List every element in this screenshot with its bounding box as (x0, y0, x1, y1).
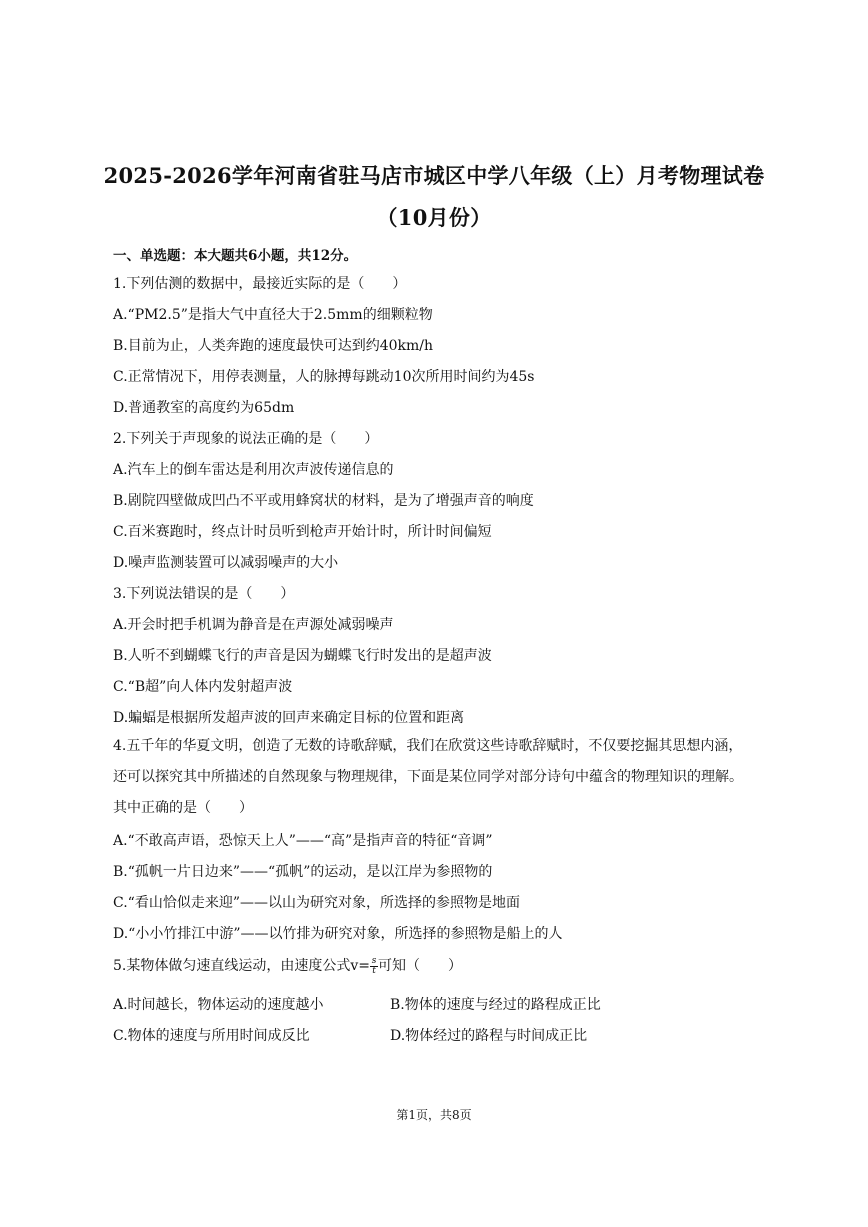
question-1-option-d: D.普通教室的高度约为65dm (113, 400, 295, 416)
question-2-stem: 2.下列关于声现象的说法正确的是（ ） (113, 431, 379, 447)
question-4-option-b: B.“孤帆一片日边来”——“孤帆”的运动，是以江岸为参照物的 (113, 864, 493, 880)
question-3-option-d: D.蝙蝠是根据所发超声波的回声来确定目标的位置和距离 (113, 710, 465, 726)
question-5-option-b: B.物体的速度与经过的路程成正比 (390, 997, 601, 1013)
question-1-option-a: A.“PM2.5”是指大气中直径大于2.5mm的细颗粒物 (113, 307, 433, 323)
question-5-stem (113, 955, 462, 976)
question-1-option-c: C.正常情况下，用停表测量，人的脉搏每跳动10次所用时间约为45s (113, 369, 535, 385)
question-5-option-c: C.物体的速度与所用时间成反比 (113, 1028, 310, 1044)
question-2-option-c: C.百米赛跑时，终点计时员听到枪声开始计时，所计时间偏短 (113, 524, 492, 540)
fraction-numerator: s (371, 955, 377, 966)
question-1-stem: 1.下列估测的数据中，最接近实际的是（ ） (113, 276, 407, 292)
question-5-option-a: A.时间越长，物体运动的速度越小 (113, 997, 324, 1013)
question-4-option-c: C.“看山恰似走来迎”——以山为研究对象，所选择的参照物是地面 (113, 895, 520, 911)
question-2-option-b: B.剧院四壁做成凹凸不平或用蜂窝状的材料，是为了增强声音的响度 (113, 493, 534, 509)
exam-title: 2025-2026学年河南省驻马店市城区中学八年级（上）月考物理试卷 (103, 163, 765, 188)
question-2-option-a: A.汽车上的倒车雷达是利用次声波传递信息的 (113, 462, 394, 478)
question-2-option-d: D.噪声监测装置可以减弱噪声的大小 (113, 555, 339, 571)
question-3-option-c: C.“B超”向人体内发射超声波 (113, 679, 293, 695)
question-5-stem-before: 5.某物体做匀速直线运动，由速度公式v= (113, 958, 370, 974)
question-1-option-b: B.目前为止，人类奔跑的速度最快可达到约40km/h (113, 338, 434, 354)
velocity-formula-fraction (370, 957, 378, 976)
question-4-option-d: D.“小小竹排江中游”——以竹排为研究对象，所选择的参照物是船上的人 (113, 926, 563, 942)
question-4-option-a: A.“不敢高声语，恐惊天上人”——“高”是指声音的特征“音调” (113, 833, 493, 849)
question-3-stem: 3.下列说法错误的是（ ） (113, 586, 295, 602)
question-3-option-b: B.人听不到蝴蝶飞行的声音是因为蝴蝶飞行时发出的是超声波 (113, 648, 492, 664)
section-heading: 一、单选题：本大题共6小题，共12分。 (113, 248, 358, 264)
question-5-stem-after: 可知（ ） (378, 958, 462, 974)
fraction-denominator: t (372, 965, 376, 976)
question-4-stem: 4.五千年的华夏文明，创造了无数的诗歌辞赋，我们在欣赏这些诗歌辞赋时，不仅要挖掘其思想内涵，还可以探究其中所描述的自然现象与物理规律，下面是某位同学对部分诗句中蕴含的物理知识的理解。其中正确的是（ ） (113, 738, 743, 816)
question-3-option-a: A.开会时把手机调为静音是在声源处减弱噪声 (113, 617, 394, 633)
exam-subtitle: （10月份） (376, 205, 492, 230)
question-5-option-d: D.物体经过的路程与时间成正比 (390, 1028, 588, 1044)
page-footer: 第1页，共8页 (396, 1108, 472, 1122)
